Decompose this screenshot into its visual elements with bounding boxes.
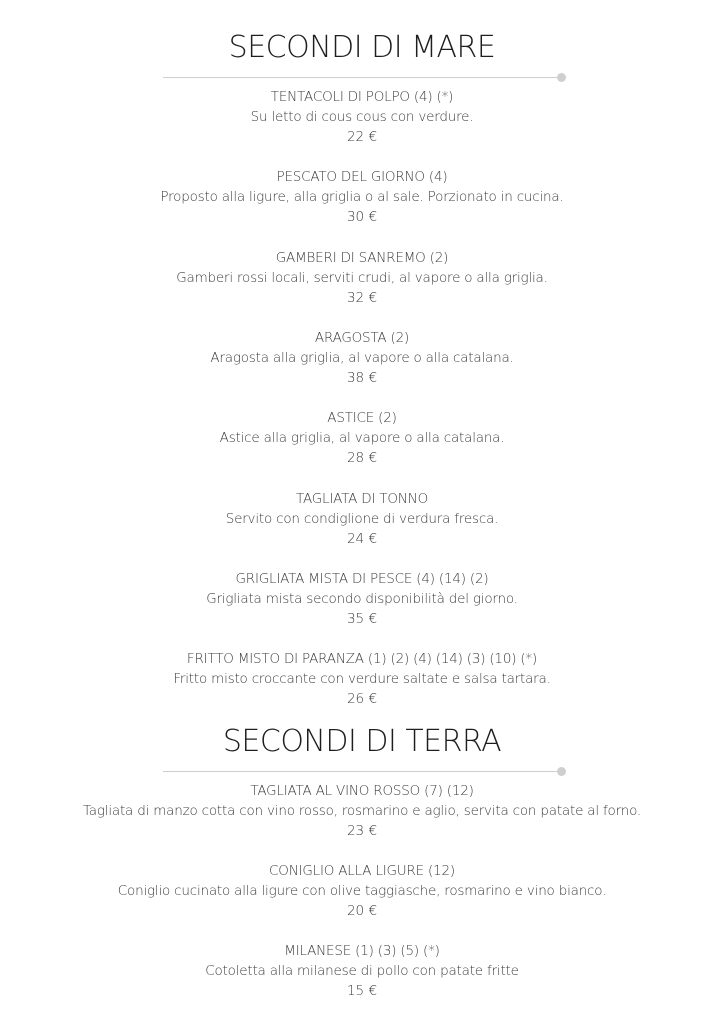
dish-name: GAMBERI DI SANREMO (2) xyxy=(275,250,449,266)
divider-dot-mare xyxy=(557,73,566,82)
dish-description: Cotoletta alla milanese di pollo con patate fritte xyxy=(205,963,519,979)
dish-name: TENTACOLI DI POLPO (4) (*) xyxy=(270,89,454,105)
dish-description: Proposto alla ligure, alla griglia o al sale. Porzionato in cucina. xyxy=(160,189,564,205)
dish-price: 38 € xyxy=(346,370,378,386)
dish-name: FRITTO MISTO DI PARANZA (1) (2) (4) (14) (3) (10) (*) xyxy=(186,651,538,667)
dish-name: TAGLIATA DI TONNO xyxy=(295,491,429,507)
dish-price: 23 € xyxy=(346,823,378,839)
divider-dot-terra xyxy=(557,767,566,776)
dish-price: 35 € xyxy=(346,611,378,627)
dish-price: 24 € xyxy=(346,531,378,547)
dish-description: Fritto misto croccante con verdure saltate e salsa tartara. xyxy=(173,671,551,687)
dish-description: Su letto di cous cous con verdure. xyxy=(250,109,474,125)
dish-description: Grigliata mista secondo disponibilità del giorno. xyxy=(206,591,518,607)
dish-name: PESCATO DEL GIORNO (4) xyxy=(276,169,448,185)
dish-price: 26 € xyxy=(346,691,378,707)
dish-description: Servito con condiglione di verdura fresca. xyxy=(225,511,499,527)
dish-item xyxy=(0,569,724,629)
dish-price: 30 € xyxy=(346,209,378,225)
dish-item xyxy=(0,489,724,549)
dish-name: TAGLIATA AL VINO ROSSO (7) (12) xyxy=(250,783,474,799)
section-divider-terra xyxy=(163,771,559,772)
dish-item xyxy=(0,781,724,841)
dish-item xyxy=(0,649,724,709)
dish-name: CONIGLIO ALLA LIGURE (12) xyxy=(269,863,455,879)
dish-name: MILANESE (1) (3) (5) (*) xyxy=(284,943,440,959)
dish-item xyxy=(0,408,724,468)
dish-price: 20 € xyxy=(346,903,378,919)
dish-description: Astice alla griglia, al vapore o alla catalana. xyxy=(219,430,505,446)
section-divider-mare xyxy=(163,77,559,78)
dish-item xyxy=(0,248,724,308)
dish-price: 22 € xyxy=(346,129,378,145)
section-title-mare: SECONDI DI MARE xyxy=(228,30,496,65)
dish-item xyxy=(0,861,724,921)
dish-name: GRIGLIATA MISTA DI PESCE (4) (14) (2) xyxy=(235,571,489,587)
dish-name: ASTICE (2) xyxy=(327,410,397,426)
dish-item xyxy=(0,941,724,1001)
dish-price: 15 € xyxy=(346,983,378,999)
dish-price: 32 € xyxy=(346,290,378,306)
dish-item xyxy=(0,328,724,388)
dish-price: 28 € xyxy=(346,450,378,466)
dish-description: Aragosta alla griglia, al vapore o alla catalana. xyxy=(210,350,514,366)
dish-description: Coniglio cucinato alla ligure con olive taggiasche, rosmarino e vino bianco. xyxy=(117,883,607,899)
dish-item xyxy=(0,167,724,227)
dish-item xyxy=(0,87,724,147)
dish-description: Gamberi rossi locali, serviti crudi, al vapore o alla griglia. xyxy=(176,270,548,286)
dish-name: ARAGOSTA (2) xyxy=(314,330,410,346)
section-title-terra: SECONDI DI TERRA xyxy=(222,724,502,759)
dish-description: Tagliata di manzo cotta con vino rosso, rosmarino e aglio, servita con patate al forno. xyxy=(83,803,641,819)
